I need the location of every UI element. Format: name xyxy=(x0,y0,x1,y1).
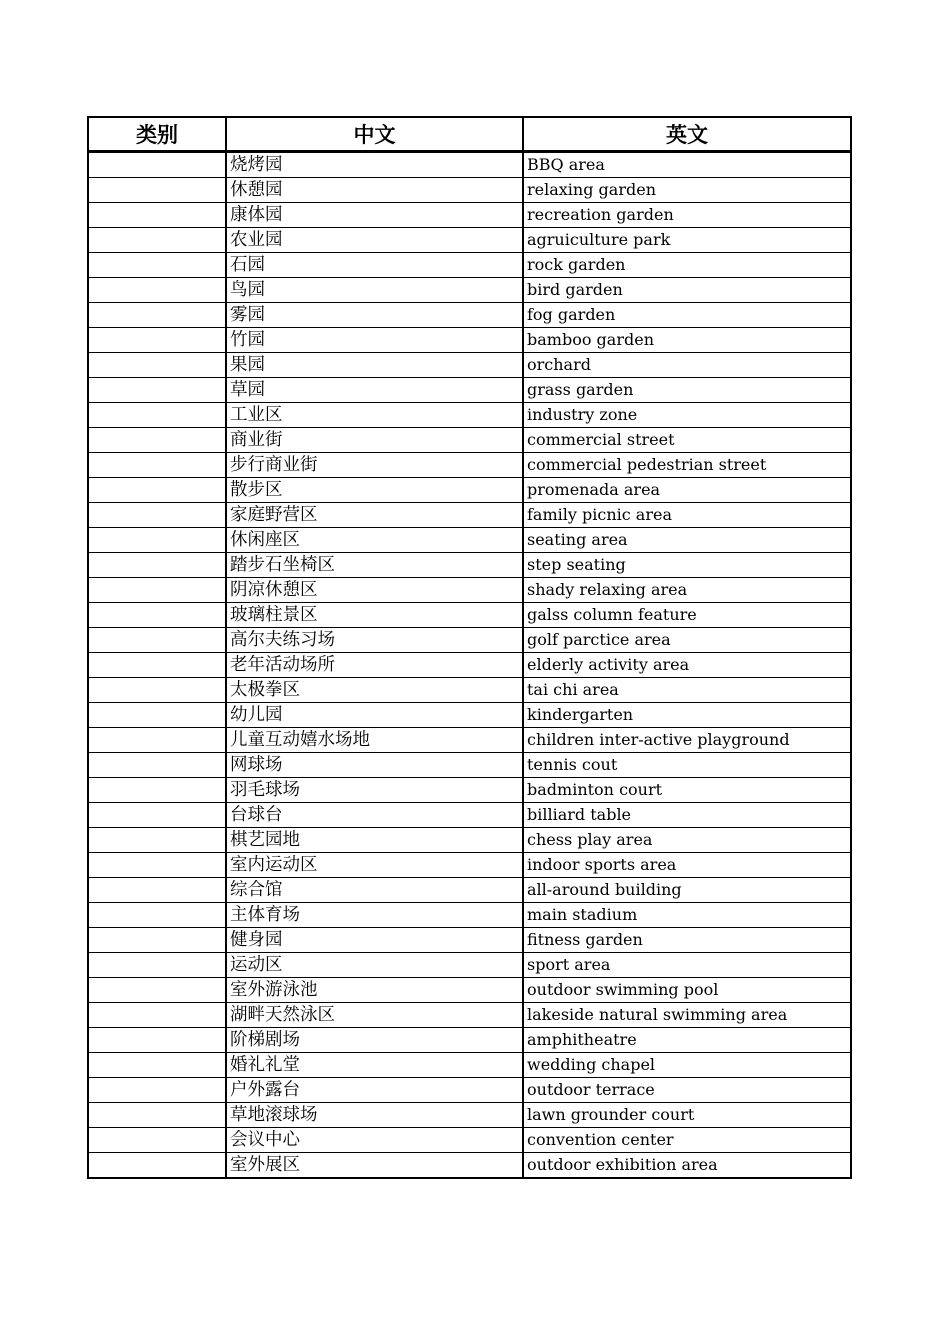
table-row xyxy=(88,753,851,778)
english-term-cell: relaxing garden xyxy=(523,178,851,203)
category-cell xyxy=(88,653,226,678)
english-term-cell: step seating xyxy=(523,553,851,578)
english-term-cell: grass garden xyxy=(523,378,851,403)
chinese-term-cell: 康体园 xyxy=(226,203,523,228)
table-row xyxy=(88,353,851,378)
category-cell xyxy=(88,1078,226,1103)
table-row xyxy=(88,678,851,703)
table-row xyxy=(88,628,851,653)
english-term-cell: billiard table xyxy=(523,803,851,828)
chinese-term-cell: 休憩园 xyxy=(226,178,523,203)
table-row xyxy=(88,253,851,278)
english-term-cell: commercial pedestrian street xyxy=(523,453,851,478)
english-term-cell: lawn grounder court xyxy=(523,1103,851,1128)
english-term-cell: BBQ area xyxy=(523,152,851,178)
category-cell xyxy=(88,152,226,178)
category-cell xyxy=(88,528,226,553)
table-row xyxy=(88,828,851,853)
chinese-term-cell: 高尔夫练习场 xyxy=(226,628,523,653)
table-row xyxy=(88,578,851,603)
table-row xyxy=(88,1003,851,1028)
table-row xyxy=(88,503,851,528)
english-term-cell: outdoor terrace xyxy=(523,1078,851,1103)
table-row xyxy=(88,328,851,353)
english-term-cell: chess play area xyxy=(523,828,851,853)
table-row xyxy=(88,228,851,253)
english-term-cell: wedding chapel xyxy=(523,1053,851,1078)
category-cell xyxy=(88,453,226,478)
chinese-term-cell: 烧烤园 xyxy=(226,152,523,178)
table-row xyxy=(88,728,851,753)
chinese-term-cell: 综合馆 xyxy=(226,878,523,903)
table-row xyxy=(88,278,851,303)
table-row xyxy=(88,803,851,828)
english-term-cell: industry zone xyxy=(523,403,851,428)
chinese-term-cell: 室内运动区 xyxy=(226,853,523,878)
chinese-term-cell: 老年活动场所 xyxy=(226,653,523,678)
category-cell xyxy=(88,1103,226,1128)
category-cell xyxy=(88,578,226,603)
english-term-cell: indoor sports area xyxy=(523,853,851,878)
glossary-table xyxy=(87,116,852,1179)
category-cell xyxy=(88,678,226,703)
english-term-cell: promenada area xyxy=(523,478,851,503)
english-term-cell: agruiculture park xyxy=(523,228,851,253)
table-row xyxy=(88,853,851,878)
table-row xyxy=(88,478,851,503)
category-cell xyxy=(88,478,226,503)
chinese-term-cell: 竹园 xyxy=(226,328,523,353)
english-term-cell: galss column feature xyxy=(523,603,851,628)
table-row xyxy=(88,1028,851,1053)
english-term-cell: main stadium xyxy=(523,903,851,928)
table-row xyxy=(88,453,851,478)
chinese-term-cell: 农业园 xyxy=(226,228,523,253)
category-cell xyxy=(88,978,226,1003)
english-term-cell: bamboo garden xyxy=(523,328,851,353)
chinese-term-cell: 室外展区 xyxy=(226,1153,523,1179)
category-cell xyxy=(88,1003,226,1028)
table-row xyxy=(88,203,851,228)
english-term-cell: elderly activity area xyxy=(523,653,851,678)
table-row xyxy=(88,1153,851,1179)
english-term-cell: tai chi area xyxy=(523,678,851,703)
chinese-term-cell: 健身园 xyxy=(226,928,523,953)
chinese-term-cell: 户外露台 xyxy=(226,1078,523,1103)
table-row xyxy=(88,953,851,978)
table-row xyxy=(88,903,851,928)
english-term-cell: rock garden xyxy=(523,253,851,278)
english-term-cell: kindergarten xyxy=(523,703,851,728)
chinese-term-cell: 商业街 xyxy=(226,428,523,453)
english-term-cell: outdoor exhibition area xyxy=(523,1153,851,1179)
category-cell xyxy=(88,203,226,228)
chinese-term-cell: 家庭野营区 xyxy=(226,503,523,528)
table-row xyxy=(88,1128,851,1153)
category-cell xyxy=(88,803,226,828)
category-cell xyxy=(88,853,226,878)
category-cell xyxy=(88,178,226,203)
category-cell xyxy=(88,303,226,328)
chinese-term-cell: 室外游泳池 xyxy=(226,978,523,1003)
english-term-cell: children inter-active playground xyxy=(523,728,851,753)
table-row xyxy=(88,778,851,803)
category-cell xyxy=(88,878,226,903)
table-row xyxy=(88,428,851,453)
chinese-term-cell: 羽毛球场 xyxy=(226,778,523,803)
english-term-cell: recreation garden xyxy=(523,203,851,228)
category-cell xyxy=(88,253,226,278)
category-cell xyxy=(88,1128,226,1153)
category-cell xyxy=(88,728,226,753)
table-row xyxy=(88,703,851,728)
category-cell xyxy=(88,1028,226,1053)
chinese-term-cell: 雾园 xyxy=(226,303,523,328)
table-row xyxy=(88,653,851,678)
category-cell xyxy=(88,1053,226,1078)
category-cell xyxy=(88,903,226,928)
chinese-term-cell: 幼儿园 xyxy=(226,703,523,728)
category-cell xyxy=(88,328,226,353)
table-body xyxy=(88,152,851,1179)
english-term-cell: family picnic area xyxy=(523,503,851,528)
chinese-term-cell: 玻璃柱景区 xyxy=(226,603,523,628)
category-cell xyxy=(88,228,226,253)
category-cell xyxy=(88,928,226,953)
chinese-term-cell: 休闲座区 xyxy=(226,528,523,553)
chinese-term-cell: 棋艺园地 xyxy=(226,828,523,853)
english-term-cell: bird garden xyxy=(523,278,851,303)
category-cell xyxy=(88,703,226,728)
chinese-term-cell: 步行商业街 xyxy=(226,453,523,478)
table-row xyxy=(88,1103,851,1128)
chinese-term-cell: 儿童互动嬉水场地 xyxy=(226,728,523,753)
chinese-term-cell: 鸟园 xyxy=(226,278,523,303)
header-category: 类别 xyxy=(88,117,226,152)
english-term-cell: outdoor swimming pool xyxy=(523,978,851,1003)
category-cell xyxy=(88,553,226,578)
category-cell xyxy=(88,1153,226,1179)
chinese-term-cell: 主体育场 xyxy=(226,903,523,928)
header-english: 英文 xyxy=(523,117,851,152)
english-term-cell: golf parctice area xyxy=(523,628,851,653)
chinese-term-cell: 果园 xyxy=(226,353,523,378)
table-row xyxy=(88,303,851,328)
table-row xyxy=(88,403,851,428)
category-cell xyxy=(88,278,226,303)
table-row xyxy=(88,1053,851,1078)
chinese-term-cell: 草园 xyxy=(226,378,523,403)
category-cell xyxy=(88,503,226,528)
english-term-cell: lakeside natural swimming area xyxy=(523,1003,851,1028)
english-term-cell: tennis cout xyxy=(523,753,851,778)
english-term-cell: fitness garden xyxy=(523,928,851,953)
table-header xyxy=(88,117,851,152)
chinese-term-cell: 阴凉休憩区 xyxy=(226,578,523,603)
english-term-cell: all-around building xyxy=(523,878,851,903)
english-term-cell: orchard xyxy=(523,353,851,378)
chinese-term-cell: 台球台 xyxy=(226,803,523,828)
category-cell xyxy=(88,628,226,653)
category-cell xyxy=(88,753,226,778)
category-cell xyxy=(88,603,226,628)
table-row xyxy=(88,378,851,403)
chinese-term-cell: 湖畔天然泳区 xyxy=(226,1003,523,1028)
chinese-term-cell: 踏步石坐椅区 xyxy=(226,553,523,578)
chinese-term-cell: 阶梯剧场 xyxy=(226,1028,523,1053)
category-cell xyxy=(88,403,226,428)
table-row xyxy=(88,152,851,178)
english-term-cell: shady relaxing area xyxy=(523,578,851,603)
category-cell xyxy=(88,378,226,403)
english-term-cell: amphitheatre xyxy=(523,1028,851,1053)
table-row xyxy=(88,1078,851,1103)
table-row xyxy=(88,528,851,553)
english-term-cell: fog garden xyxy=(523,303,851,328)
table-row xyxy=(88,178,851,203)
chinese-term-cell: 会议中心 xyxy=(226,1128,523,1153)
category-cell xyxy=(88,828,226,853)
table-row xyxy=(88,878,851,903)
category-cell xyxy=(88,953,226,978)
category-cell xyxy=(88,778,226,803)
chinese-term-cell: 草地滚球场 xyxy=(226,1103,523,1128)
english-term-cell: badminton court xyxy=(523,778,851,803)
chinese-term-cell: 运动区 xyxy=(226,953,523,978)
category-cell xyxy=(88,428,226,453)
table-row xyxy=(88,928,851,953)
chinese-term-cell: 太极拳区 xyxy=(226,678,523,703)
chinese-term-cell: 石园 xyxy=(226,253,523,278)
chinese-term-cell: 婚礼礼堂 xyxy=(226,1053,523,1078)
header-chinese: 中文 xyxy=(226,117,523,152)
table-row xyxy=(88,603,851,628)
table-row xyxy=(88,553,851,578)
category-cell xyxy=(88,353,226,378)
table-row xyxy=(88,978,851,1003)
english-term-cell: seating area xyxy=(523,528,851,553)
english-term-cell: commercial street xyxy=(523,428,851,453)
chinese-term-cell: 工业区 xyxy=(226,403,523,428)
chinese-term-cell: 网球场 xyxy=(226,753,523,778)
chinese-term-cell: 散步区 xyxy=(226,478,523,503)
english-term-cell: sport area xyxy=(523,953,851,978)
english-term-cell: convention center xyxy=(523,1128,851,1153)
